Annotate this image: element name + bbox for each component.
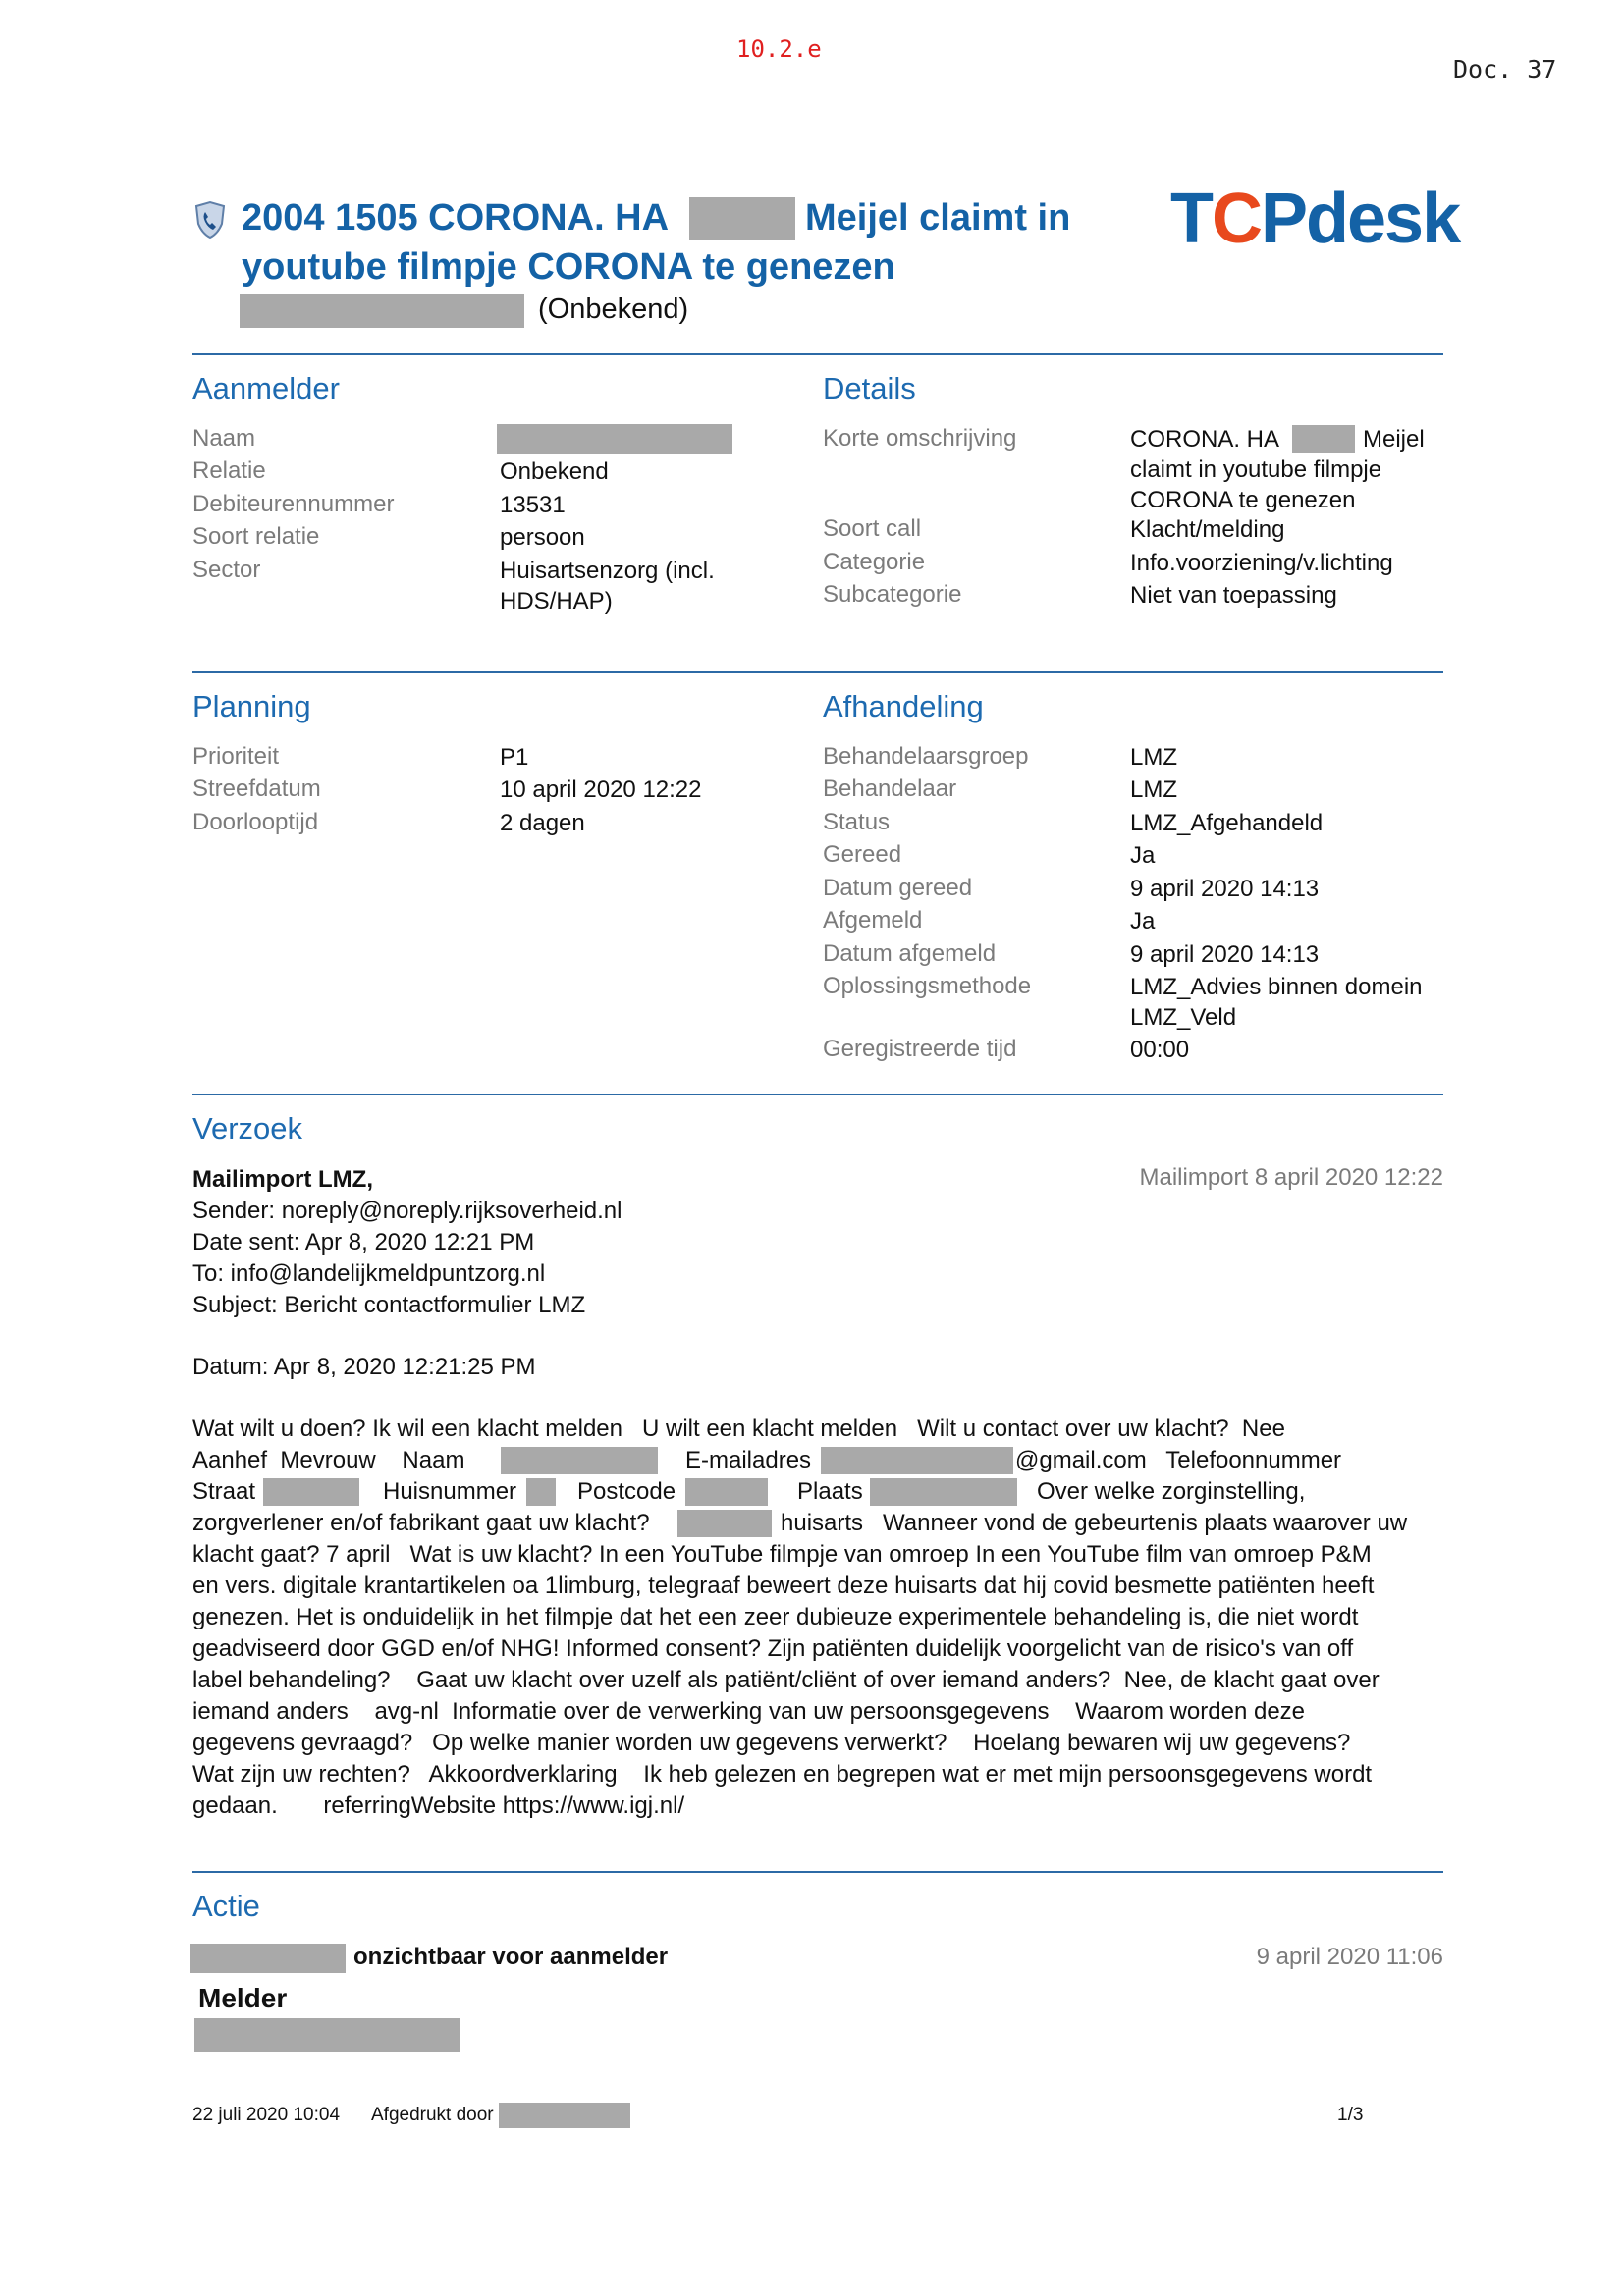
field-value: claimt in youtube filmpje: [1130, 456, 1382, 483]
field-value: LMZ: [1130, 744, 1177, 771]
requester-relation: (Onbekend): [538, 294, 689, 325]
redaction: [497, 424, 732, 454]
mail-body-fragment: Postcode: [577, 1478, 676, 1505]
ticket-title: [242, 193, 669, 242]
field-label: Soort call: [823, 515, 922, 542]
section-heading-details: Details: [823, 371, 916, 405]
section-heading-planning: Planning: [192, 689, 311, 723]
mail-body-fragment: Over welke zorginstelling,: [1037, 1478, 1306, 1505]
action-author-label: Melder: [198, 1983, 288, 2013]
mail-body-fragment: @gmail.com Telefoonnummer: [1015, 1447, 1342, 1473]
title-line-2: youtube filmpje CORONA te genezen: [242, 246, 895, 288]
divider: [192, 353, 1443, 355]
redaction: [689, 197, 795, 240]
redaction: [501, 1447, 658, 1474]
field-value: Klacht/melding: [1130, 516, 1285, 543]
field-value: 9 april 2020 14:13: [1130, 876, 1320, 902]
field-label: Naam: [192, 425, 256, 452]
printed-by-label: Afgedrukt door: [371, 2105, 494, 2125]
field-value: persoon: [500, 524, 585, 551]
redaction: [526, 1478, 556, 1506]
field-value: Info.voorziening/v.lichting: [1130, 550, 1393, 576]
field-value: Ja: [1130, 842, 1156, 869]
field-value: 9 april 2020 14:13: [1130, 941, 1320, 968]
divider: [192, 671, 1443, 673]
classification-stamp: 10.2.e: [736, 35, 822, 63]
field-value: Onbekend: [500, 458, 609, 485]
redaction: [677, 1510, 772, 1537]
field-label: Oplossingsmethode: [823, 973, 1032, 999]
mail-body-line: en vers. digitale krantartikelen oa 1limburg, telegraaf beweert deze huisarts dat hij covid besmette patiënten heeft: [192, 1573, 1375, 1599]
redaction: [821, 1447, 1013, 1474]
field-label: Behandelaar: [823, 775, 957, 802]
field-label: Datum gereed: [823, 875, 973, 901]
field-label: Gereed: [823, 841, 902, 868]
redaction: [263, 1478, 359, 1506]
field-value-continued: HDS/HAP): [500, 588, 613, 614]
redaction: [499, 2103, 630, 2128]
field-label: Sector: [192, 557, 261, 583]
mail-line: To: info@landelijkmeldpuntzorg.nl: [192, 1260, 546, 1287]
redaction: [1292, 425, 1355, 453]
field-value: Meijel: [1363, 426, 1425, 453]
field-value-continued: LMZ_Veld: [1130, 1004, 1237, 1031]
mail-body-line: Wat wilt u doen? Ik wil een klacht melden U wilt een klacht melden Wilt u contact over uw klacht? Nee: [192, 1415, 1285, 1442]
field-label: Korte omschrijving: [823, 425, 1017, 452]
field-label: Datum afgemeld: [823, 940, 997, 967]
field-value: 10 april 2020 12:22: [500, 776, 702, 803]
mail-body-line: klacht gaat? 7 april Wat is uw klacht? In een YouTube filmpje van omroep In een YouTube film van omroep P&M: [192, 1541, 1372, 1568]
section-heading-verzoek: Verzoek: [192, 1111, 303, 1146]
document-number: Doc. 37: [1453, 55, 1557, 83]
redaction: [870, 1478, 1017, 1506]
redaction: [194, 2018, 460, 2052]
field-label: Geregistreerde tijd: [823, 1036, 1017, 1062]
field-value: P1: [500, 744, 529, 771]
field-value: CORONA te genezen: [1130, 487, 1356, 513]
topdesk-logo: TCPdesk: [1170, 180, 1460, 258]
mail-body-fragment: huisarts Wanneer vond de gebeurtenis plaats waarover uw: [781, 1510, 1408, 1536]
mail-body-line: iemand anders avg-nl Informatie over de verwerking van uw persoonsgegevens Waarom worden deze: [192, 1698, 1306, 1725]
mail-from: Mailimport LMZ,: [192, 1166, 373, 1193]
field-label: Prioriteit: [192, 743, 280, 770]
mail-body-line: Aanhef Mevrouw Naam: [192, 1447, 465, 1473]
divider: [192, 1871, 1443, 1873]
field-value: 00:00: [1130, 1037, 1190, 1063]
action-date: 9 april 2020 11:06: [1256, 1944, 1443, 1970]
field-label: Relatie: [192, 457, 266, 484]
phone-shield-icon: [192, 200, 228, 240]
field-label: Categorie: [823, 549, 926, 575]
field-value: 13531: [500, 492, 566, 518]
print-timestamp: 22 juli 2020 10:04: [192, 2105, 341, 2125]
mail-body-line: geadviseerd door GGD en/of NHG! Informed consent? Zijn patiënten duidelijk voorgelicht van de risico's van off: [192, 1635, 1354, 1662]
mail-body-line: Wat zijn uw rechten? Akkoordverklaring Ik heb gelezen en begrepen wat er met mijn persoonsgegevens wordt: [192, 1761, 1373, 1788]
mail-datum: Datum: Apr 8, 2020 12:21:25 PM: [192, 1354, 536, 1380]
mail-body-line: gedaan. referringWebsite https://www.igj.nl/: [192, 1792, 685, 1819]
field-label: Afgemeld: [823, 907, 923, 934]
mail-body-fragment: zorgverlener en/of fabrikant gaat uw klacht?: [192, 1510, 650, 1536]
section-heading-afhandeling: Afhandeling: [823, 689, 984, 723]
mail-body-fragment: Plaats: [797, 1478, 863, 1505]
mail-body-line: gegevens gevraagd? Op welke manier worden uw gegevens verwerkt? Hoelang bewaren wij uw gegevens?: [192, 1730, 1351, 1756]
field-value: Huisartsenzorg (incl.: [500, 558, 715, 584]
field-value: LMZ: [1130, 776, 1177, 803]
field-value: Ja: [1130, 908, 1156, 934]
title-part-b: Meijel claimt in: [805, 197, 1071, 239]
mail-line: Sender: noreply@noreply.rijksoverheid.nl: [192, 1198, 622, 1224]
mail-line: Subject: Bericht contactformulier LMZ: [192, 1292, 586, 1318]
redaction: [685, 1478, 768, 1506]
field-label: Soort relatie: [192, 523, 320, 550]
field-label: Streefdatum: [192, 775, 321, 802]
redaction: [190, 1944, 346, 1973]
field-value: Niet van toepassing: [1130, 582, 1337, 609]
divider: [192, 1094, 1443, 1095]
mail-body-fragment: Straat: [192, 1478, 256, 1505]
page-number: 1/3: [1337, 2105, 1364, 2125]
field-label: Debiteurennummer: [192, 491, 395, 517]
action-visibility-note: onzichtbaar voor aanmelder: [353, 1944, 669, 1970]
field-label: Status: [823, 809, 891, 835]
field-label: Behandelaarsgroep: [823, 743, 1029, 770]
field-value: 2 dagen: [500, 810, 585, 836]
section-heading-aanmelder: Aanmelder: [192, 371, 340, 405]
mail-line: Date sent: Apr 8, 2020 12:21 PM: [192, 1229, 535, 1255]
field-value: LMZ_Afgehandeld: [1130, 810, 1324, 836]
field-label: Subcategorie: [823, 581, 962, 608]
field-label: Doorlooptijd: [192, 809, 319, 835]
redaction: [240, 294, 524, 328]
mail-body-fragment: E-mailadres: [685, 1447, 812, 1473]
field-value: LMZ_Advies binnen domein: [1130, 974, 1423, 1000]
section-heading-actie: Actie: [192, 1889, 260, 1923]
mail-body-line: genezen. Het is onduidelijk in het filmpje dat het een zeer dubieuze experimentele behandeling is, die niet wordt: [192, 1604, 1359, 1630]
title-part-a: 2004 1505 CORONA. HA: [242, 197, 670, 239]
mail-body-line: label behandeling? Gaat uw klacht over uzelf als patiënt/cliënt of over iemand anders? Nee, de klacht gaat over: [192, 1667, 1380, 1693]
mail-import-meta: Mailimport 8 april 2020 12:22: [1139, 1164, 1443, 1191]
mail-body-fragment: Huisnummer: [383, 1478, 517, 1505]
field-value: CORONA. HA: [1130, 426, 1280, 453]
